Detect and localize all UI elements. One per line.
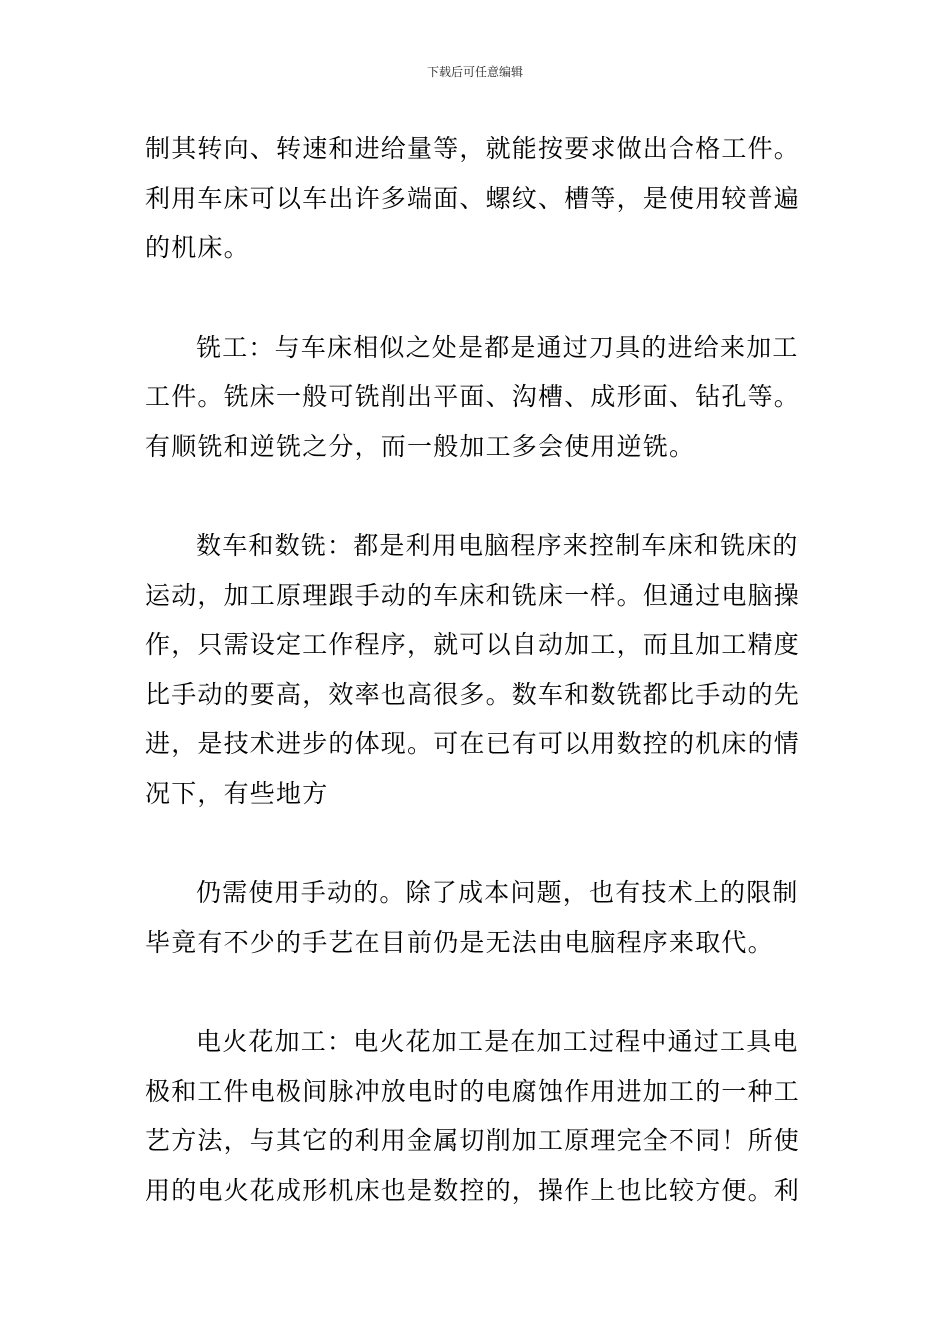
paragraph-gap	[145, 273, 810, 323]
text-line: 况下，有些地方	[145, 778, 329, 808]
paragraph-gap	[145, 818, 810, 868]
text-line: 有顺铣和逆铣之分，而一般加工多会使用逆铣。	[145, 431, 696, 461]
paragraph-2	[145, 323, 810, 472]
text-line: 进，是技术进步的体现。可在已有可以用数控的机床的情	[145, 729, 801, 758]
page-header: 下载后可任意编辑	[426, 65, 523, 79]
text-line: 制其转向、转速和进给量等，就能按要求做出合格工件。	[145, 134, 801, 163]
text-line: 仍需使用手动的。除了成本问题，也有技术上的限制	[196, 878, 799, 907]
paragraph-gap	[145, 967, 810, 1017]
document-body	[145, 124, 810, 1215]
text-line: 铣工：与车床相似之处是都是通过刀具的进给来加工	[196, 332, 799, 362]
paragraph-5	[145, 1017, 810, 1215]
text-line: 电火花加工：电火花加工是在加工过程中通过工具电	[196, 1027, 799, 1056]
text-line: 用的电火花成形机床也是数控的，操作上也比较方便。利	[145, 1175, 801, 1205]
text-line: 利用车床可以车出许多端面、螺纹、槽等，是使用较普遍	[145, 183, 801, 213]
text-line: 工件。铣床一般可铣削出平面、沟槽、成形面、钻孔等。	[145, 382, 801, 411]
text-line: 的机床。	[145, 233, 250, 262]
text-line: 比手动的要高，效率也高很多。数车和数铣都比手动的先	[145, 679, 801, 709]
text-line: 毕竟有不少的手艺在目前仍是无法由电脑程序来取代。	[145, 927, 774, 957]
paragraph-3	[145, 521, 810, 818]
text-line: 数车和数铣：都是利用电脑程序来控制车床和铣床的	[196, 531, 799, 560]
text-line: 艺方法，与其它的利用金属切削加工原理完全不同！所使	[145, 1126, 801, 1155]
text-line: 运动，加工原理跟手动的车床和铣床一样。但通过电脑操	[145, 580, 801, 610]
paragraph-4	[145, 868, 810, 967]
text-line: 作，只需设定工作程序，就可以自动加工，而且加工精度	[145, 630, 801, 659]
paragraph-1	[145, 124, 810, 273]
text-line: 极和工件电极间脉冲放电时的电腐蚀作用进加工的一种工	[145, 1076, 801, 1106]
paragraph-gap	[145, 471, 810, 521]
